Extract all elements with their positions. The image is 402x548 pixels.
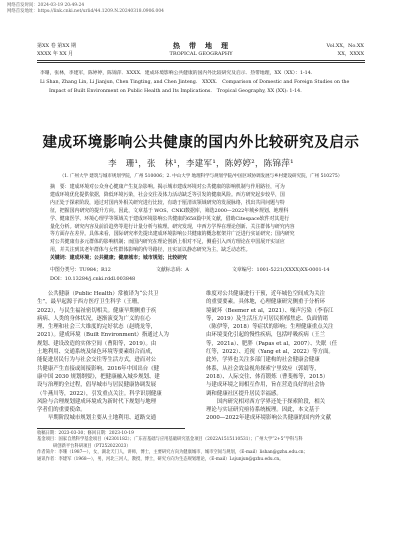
body-column-right bbox=[206, 290, 366, 423]
body-line: 的重要要素。具体地，心理健康研究侧重于分析环 bbox=[206, 299, 326, 306]
abstract-line: 建成环境优化提供依据，降低环境污染，社会交往及体力活动缺乏等引发的健康风险。西方研究起步较早，国 bbox=[50, 191, 285, 198]
body-line: 公共健康（Public Health）常被译为“公共卫 bbox=[37, 291, 159, 297]
body-line: 2000—2022年建成环境影响公共健康的国内外文献 bbox=[206, 415, 331, 422]
keywords: 关键词：建成环境；公共健康；健康城市；城市规划；比较研究 bbox=[50, 255, 187, 262]
footnote-received: 收稿日期：2023-03-30；修回日期：2023-10-19 bbox=[37, 431, 134, 436]
header-date-cn: XXXX 年 XX 月 bbox=[37, 51, 74, 57]
body-line: 风险与合理规划建成环境成为新时代下规划与地理 bbox=[37, 398, 157, 405]
body-line: 病病、人类的身体状况，逐渐演变为广义的在心 bbox=[37, 315, 151, 322]
abstract-block bbox=[50, 184, 355, 263]
abstract-line: 用，并关注到其老年群体与女性群体影响的传导路径，且实证以静态研究为主，缺乏动态性。 bbox=[50, 247, 251, 254]
abstract-line: 内正处于探索阶段，通过对国内外相关研究进行比较，有助于厘清该领域研究的发展脉络，找出共同问题与特 bbox=[50, 199, 285, 206]
body-line: 理论与实证研究亟待系统梳理。因此，本文基于 bbox=[206, 407, 320, 414]
body-line: 调和健康社区提升居民幸福感。 bbox=[206, 390, 282, 397]
document-code: 文献标志码：A bbox=[156, 267, 189, 273]
body-line: 能促进居民行为与社会交往等生活方式，进而对公 bbox=[37, 357, 157, 364]
header-volume-cn: 第XX 卷 第XX 期 bbox=[37, 43, 77, 49]
body-line: 学者们的重要使命。 bbox=[37, 407, 86, 414]
footnote-funding-cont: 研创新平台科研项目（PT252022023） bbox=[53, 443, 131, 449]
body-line: 设与治理的全过程，倡导城市与居民健康协调发展 bbox=[37, 382, 157, 389]
body-line: 红等，2022）、近视（Yang et al，2022）等方面。 bbox=[206, 349, 334, 356]
header-rule-thin bbox=[37, 62, 365, 63]
article-authors: 李 珊¹，张 林¹，李建军¹，陈婷婷²，陈锦萍¹ bbox=[108, 159, 294, 169]
author-affiliations: （1. 广州大学 建筑与城市规划学院，广州 510006；2. 中山大学 地理科学与规划学院/中国区域协调发展与乡村建设研究院，广州 510275） bbox=[59, 174, 343, 179]
body-line: 2022），与民生福祉密切相关。健康早期侧重于疾 bbox=[37, 307, 157, 314]
abstract-line: 等方面存在差异。具体来看，国际研究率先提出建成环境影响公共健康的概念框架并广泛进行实证研究；国内研究 bbox=[50, 231, 295, 238]
abstract-line: 量化分析。研究内容及前沿趋势等进行计量分析与梳理。研究发现，中西方学界在理论创新、关注群体与研究内容 bbox=[50, 223, 295, 230]
body-line: 共健康产生直接或间接影响。2016年中国出台《健 bbox=[37, 365, 160, 372]
first-publish-url: 网络首发地址：https://link.cnki.net/urlid/44.1209.N.20240318.0906.004 bbox=[7, 9, 164, 14]
footnote-corresponding: 通讯作者：李建军（1968—），男，河北三河人，教授，博士，研究方向为生态规划理论，（E-mail）Lsjunjun@gzhu.edu.cn。 bbox=[37, 456, 284, 462]
body-line: 由环境变化引起的慢性疾病，包括呼吸疾病（王兰 bbox=[206, 332, 326, 339]
first-publish-time: 网络首发时间：2024-03-19 20:49:24 bbox=[7, 3, 85, 8]
body-line: 此外，学界也关注多部门建构的社会健康会健康 bbox=[206, 357, 320, 364]
body-line: 等，2021a）、肥胖（Papas et al，2007）、失眠（任 bbox=[206, 340, 338, 347]
body-column-left bbox=[37, 290, 197, 423]
citation-block bbox=[37, 69, 365, 96]
body-line: 维度对公共健康进行干预，近年城色空间成为关注 bbox=[206, 291, 326, 297]
body-line: 生”，最早起源于西方医疗卫生科学（王珊， bbox=[37, 299, 143, 306]
clc-number: 中图分类号：TU984；R12 bbox=[50, 267, 111, 273]
journal-name-cn: 热 带 地 理 bbox=[173, 41, 229, 50]
body-line: 2021）。建成环境（Built Environment）指通过人为 bbox=[37, 332, 169, 339]
body-line: （牛燕川等，2022），引发重点关注。科学识别健康 bbox=[37, 390, 162, 397]
header-volume-en: Vol.XX，No.XX bbox=[326, 43, 364, 49]
body-line: 境破坏（Beemer et al，2021）、噪声污染（李春江 bbox=[206, 307, 334, 314]
body-line: 规划、建设改造的实体空间（曹阳等，2019）。由 bbox=[37, 340, 157, 347]
footnote-funding: 基金项目：国家自然科学基金项目（42301182）；广东省基础与应用基础研究基金项目（2022A1515110531）；广州大学“2+5”学科与科 bbox=[37, 437, 303, 443]
footnote-author-bio: 作者简介：李珊（1987—），女，湖北天门人，讲师，博士，主要研究方向为健康城市、城市空间与规划，（E-mail）lishan@gzhu.edu.cn； bbox=[37, 450, 308, 456]
doi: DOI：10.13284/j.cnki.rddl.003848 bbox=[50, 276, 136, 282]
abstract-line: 学、健康医学、环境心理学等领域关于建成环境影响公共健康的658篇中英文献，借助Citespace软件对其进行 bbox=[50, 215, 290, 222]
footnote-rule bbox=[37, 428, 185, 429]
header-date-en: XX，XXXX bbox=[337, 51, 364, 57]
body-line: 体系，从社会效益视角探索宁里效应（郭婧等， bbox=[206, 365, 320, 372]
abstract-line: 对公共健康有多元群体的影响机制；而国内研究在理论创新上相对不足，侧重引入西方理论在中国展开实证应 bbox=[50, 239, 285, 246]
article-number: 文章编号：1001-5221(XXXX)XX-0001-14 bbox=[232, 267, 330, 273]
body-line: （陈伊等，2018）等症状的影响；生理健康重点关注 bbox=[206, 324, 334, 331]
article-title: 建成环境影响公共健康的国内外比较研究及启示 bbox=[42, 134, 360, 151]
journal-name-en: TROPICAL GEOGRAPHY bbox=[169, 51, 233, 57]
citation-cn: 李珊，张林，李建军，陈婷婷，陈锦萍．XXXX．建成环境影响公共健康的国内外比较研究及启示．热带地理，XX（XX）：1-14. bbox=[40, 71, 313, 76]
body-line: 康中国 2030 规划纲要》，把健康融入城乡规划、建 bbox=[37, 373, 160, 380]
abstract-line: 征，把握国内研究的提升方向。因此，文章基于 WOS、CNKI数据库，筛选2000—2022年城乡规划、地理科 bbox=[50, 207, 289, 214]
body-line: 土地利用、交通系统及绿色环境等要素组合而成， bbox=[37, 349, 157, 356]
body-line: 与建成环境之间相互作用，旨在营造良好的社会协 bbox=[206, 382, 326, 389]
header-rule bbox=[37, 60, 365, 61]
citation-en-1: Li Shan, Zhang Lin, Li Jianjun, Chen Tingting, and Chen Jinteng. XXXX. Comparison of Domestic and Foreign Studies on the bbox=[40, 80, 350, 85]
body-line: 早期阶段城市规划主要从土地利用、道路交通 bbox=[37, 415, 157, 422]
body-line: 国内研究相对西方学界还处于探索阶段，相关 bbox=[206, 398, 326, 405]
body-line: 等，2019）及生活压力可居民抑郁焦虑、负面情绪 bbox=[206, 315, 329, 322]
abstract-line: 摘 要：建成环境对公众身心健康产生复杂影响。揭示城市建成环境对公共健康的影响机制与作用路径，可为 bbox=[50, 184, 285, 190]
footnotes bbox=[37, 431, 365, 463]
body-line: 理、生理和社会三大维度的完好状态（赵晓龙等， bbox=[37, 324, 157, 331]
body-line: 2018）、人际交往、体育锻炼（曹斐栋等，2015） bbox=[206, 373, 329, 380]
citation-en-2: Impact of Built Environment on Public Health and Its Implications. Tropical Geography, XX (XX): 1-14. bbox=[49, 89, 302, 94]
